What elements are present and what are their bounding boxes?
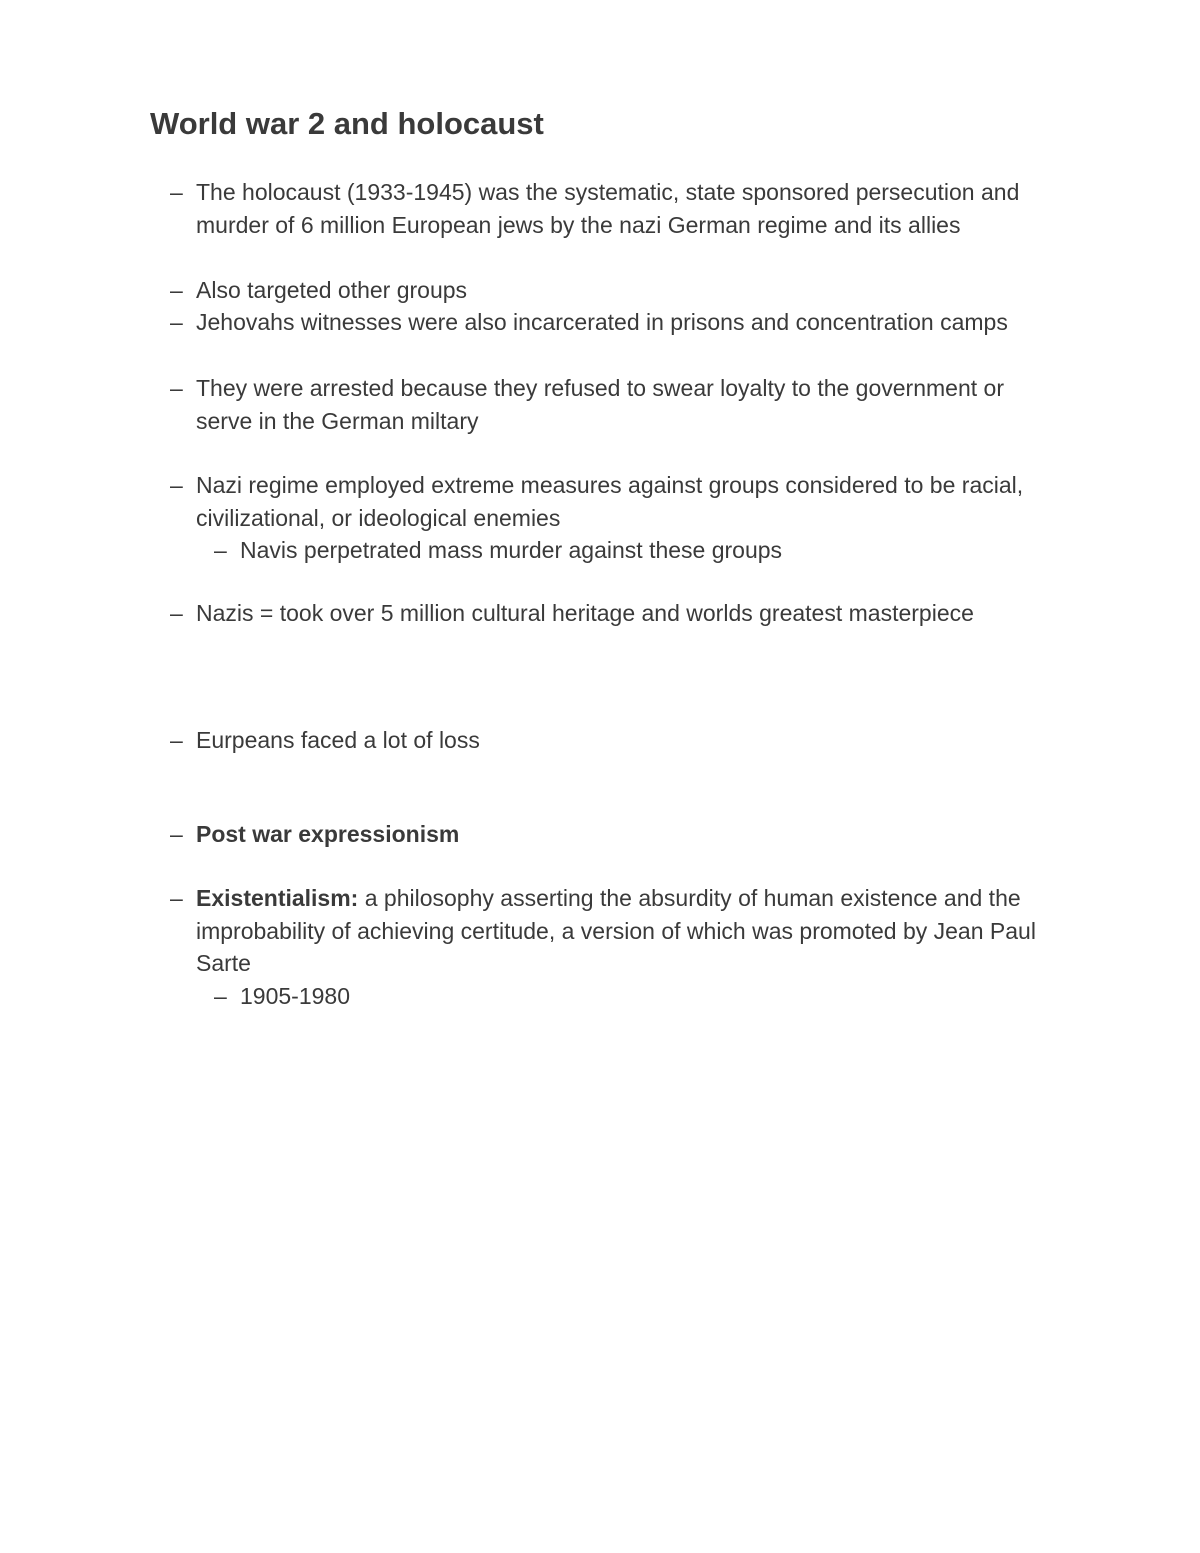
dash-bullet: –: [170, 277, 183, 303]
list-item-text: Nazis = took over 5 million cultural heritage and worlds greatest masterpiece: [196, 600, 974, 626]
list-item: [170, 882, 1050, 980]
dash-bullet: –: [170, 885, 183, 911]
list-item-text: Navis perpetrated mass murder against these groups: [240, 537, 783, 563]
list-item-text: [196, 882, 1050, 980]
list-item-text: 1905-1980: [240, 983, 350, 1009]
dash-bullet: –: [170, 375, 183, 401]
list-item: [170, 818, 1050, 851]
dash-bullet: –: [170, 727, 183, 753]
dash-bullet: –: [170, 179, 183, 205]
existentialism-term: Existentialism:: [196, 885, 359, 911]
list-item-text: Eurpeans faced a lot of loss: [196, 727, 480, 753]
existentialism-definition: a philosophy asserting the absurdity of human existence and the improbability of achieving certitude, a version of which was promoted by Jean Paul Sarte: [196, 885, 1036, 977]
list-item-text: Also targeted other groups: [196, 277, 468, 303]
dash-bullet: –: [214, 537, 227, 563]
list-item: [170, 274, 1050, 307]
list-item: [170, 724, 1050, 757]
list-item: [170, 372, 1050, 437]
list-item-text: They were arrested because they refused to swear loyalty to the government or serve in the German miltary: [196, 375, 1004, 434]
dash-bullet: –: [170, 821, 183, 847]
dash-bullet: –: [170, 472, 183, 498]
list-item: [170, 597, 1050, 630]
dash-bullet: –: [170, 600, 183, 626]
list-item: [170, 306, 1050, 339]
list-item-text: Nazi regime employed extreme measures against groups considered to be racial, civilizational, or ideological enemies: [196, 472, 1024, 531]
sub-list-item: [214, 534, 1050, 567]
list-item: [170, 469, 1050, 534]
dash-bullet: –: [214, 983, 227, 1009]
post-war-expressionism-heading: Post war expressionism: [196, 821, 460, 847]
list-item: [170, 176, 1050, 241]
list-item-text: The holocaust (1933-1945) was the systematic, state sponsored persecution and murder of 6 million European jews by the nazi German regime and its allies: [196, 179, 1020, 238]
sub-list-item: [214, 980, 1050, 1013]
dash-bullet: –: [170, 309, 183, 335]
list-item-text: Jehovahs witnesses were also incarcerated in prisons and concentration camps: [196, 309, 1008, 335]
page-title: World war 2 and holocaust: [150, 106, 544, 141]
